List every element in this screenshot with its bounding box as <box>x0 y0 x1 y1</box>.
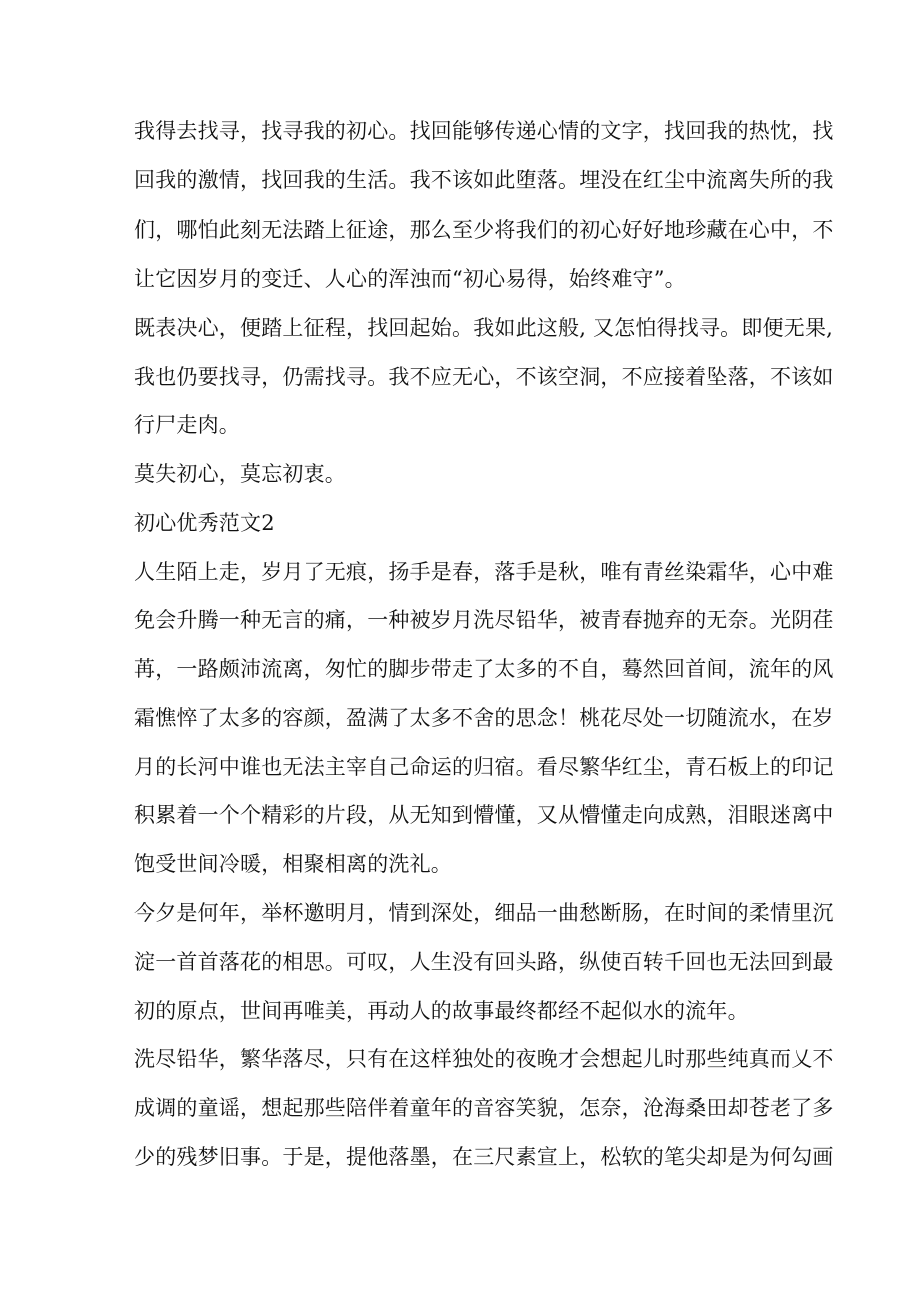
text-line: 苒，一路颇沛流离，匆忙的脚步带走了太多的不自，蓦然回首间，流年的风 <box>134 657 834 681</box>
section-heading: 初心优秀范文2 <box>134 511 275 535</box>
text-line: 霜憔悴了太多的容颜，盈满了太多不舍的思念！桃花尽处一切随流水，在岁 <box>134 706 834 730</box>
text-line: 回我的激情，找回我的生活。我不该如此堕落。埋没在红尘中流离失所的我 <box>134 168 834 192</box>
text-line: 初的原点，世间再唯美，再动人的故事最终都经不起似水的流年。 <box>134 999 749 1023</box>
text-line: 免会升腾一种无言的痛，一种被岁月洗尽铅华，被青春抛弃的无奈。光阴荏 <box>134 608 834 632</box>
text-line: 让它因岁月的变迁、人心的浑浊而“初心易得，始终难守”。 <box>134 267 686 291</box>
text-line: 淀一首首落花的相思。可叹，人生没有回头路，纵使百转千回也无法回到最 <box>134 950 834 974</box>
text-line: 洗尽铅华，繁华落尽，只有在这样独处的夜晚才会想起儿时那些纯真而乂不 <box>134 1047 834 1071</box>
text-line: 少的残梦旧事。于是，提他落墨，在三尺素宣上，松软的笔尖却是为何勾画 <box>134 1145 834 1169</box>
text-line: 我得去找寻，找寻我的初心。找回能够传递心情的文字，找回我的热忱，找 <box>134 119 834 143</box>
text-line: 月的长河中谁也无法主宰自己命运的归宿。看尽繁华红尘，青石板上的印记 <box>134 755 834 779</box>
text-line: 既表决心，便踏上征程，找回起始。我如此这般, 又怎怕得找寻。即便无果, <box>134 316 834 340</box>
text-line: 行尸走肉。 <box>134 413 240 437</box>
text-line: 我也仍要找寻，仍需找寻。我不应无心，不该空洞，不应接着坠落，不该如 <box>134 365 834 389</box>
text-line: 们，哪怕此刻无法踏上征途，那么至少将我们的初心好好地珍藏在心中，不 <box>134 218 834 242</box>
text-line: 人生陌上走，岁月了无痕，扬手是春，落手是秋，唯有青丝染霜华，心中难 <box>134 560 834 584</box>
text-line: 饱受世间冷暖，相聚相离的洗礼。 <box>134 852 452 876</box>
text-line: 莫失初心，莫忘初衷。 <box>134 462 346 486</box>
text-line: 成调的童谣，想起那些陪伴着童年的音容笑貌，怎奈，沧海桑田却苍老了多 <box>134 1096 834 1120</box>
text-line: 积累着一个个精彩的片段，从无知到懵懂，又从懵懂走向成熟，泪眼迷离中 <box>134 803 834 827</box>
text-line: 今夕是何年，举杯邀明月，情到深处，细品一曲愁断肠，在时间的柔情里沉 <box>134 901 834 925</box>
